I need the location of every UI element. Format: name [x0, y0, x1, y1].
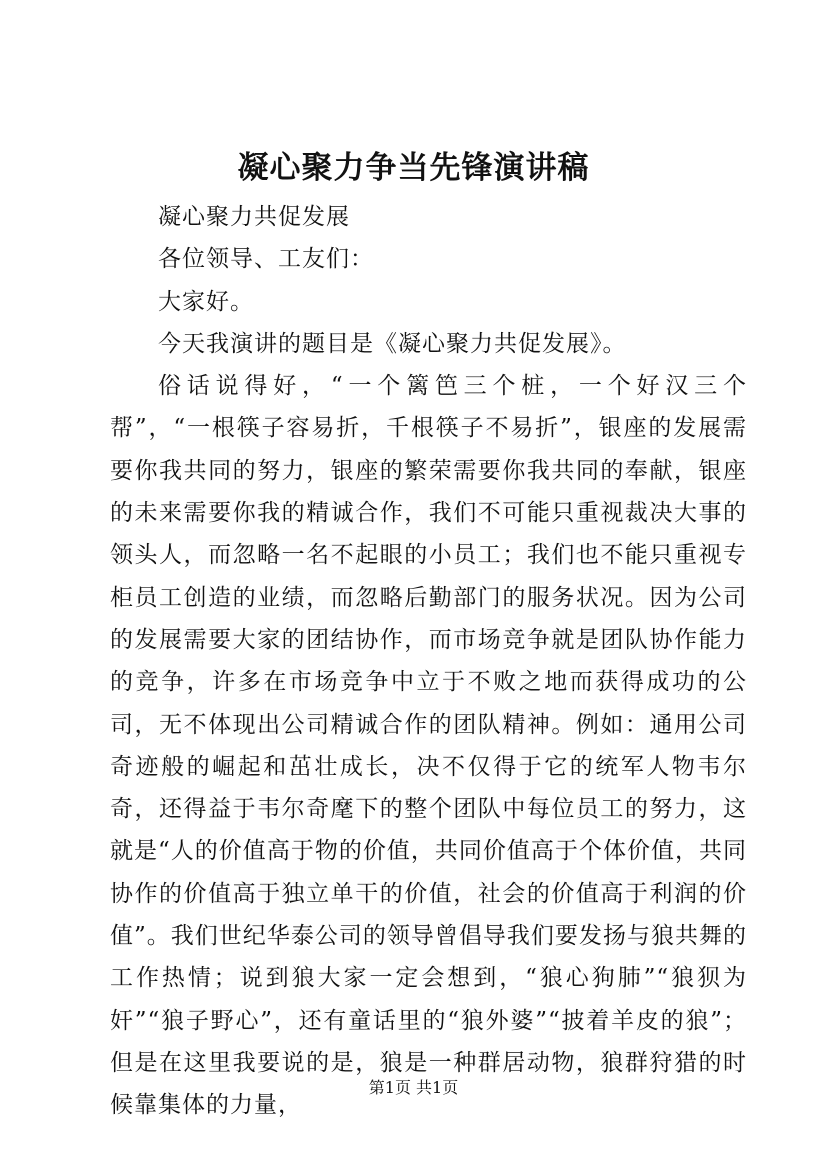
paragraph-greeting: 大家好。 — [158, 288, 254, 315]
paragraph-main-text: 俗话说得好，“一个篱笆三个桩，一个好汉三个帮”，“一根筷子容易折，千根筷子不易折”，银座的发展需要你我共同的努力，银座的繁荣需要你我共同的奉献，银座的未来需要你我的精诚合作，我们不可能只重视裁决大事的领头人，而忽略一名不起眼的小员工；我们也不能只重视专柜员工创造的业绩，而忽略后勤部门的服务状况。因为公司的发展需要大家的团结协作，而市场竞争就是团队协作能力的竞争，许多在市场竞争中立于不败之地而获得成功的公司，无不体现出公司精诚合作的团队精神。例如：通用公司奇迹般的崛起和茁壮成长，决不仅得于它的统军人物韦尔奇，还得益于韦尔奇麾下的整个团队中每位员工的努力，这就是“人的价值高于物的价值，共同价值高于个体价值，共同协作的价值高于独立单干的价值，社会的价值高于利润的价值”。我们世纪华泰公司的领导曾倡导我们要发扬与狼共舞的工作热情；说到狼大家一定会想到，“狼心狗肺”“狼狈为奸”“狼子野心”，还有童话里的“狼外婆”“披着羊皮的狼”；但是在这里我要说的是，狼是一种群居动物，狼群狩猎的时候靠集体的力量， — [110, 373, 747, 1119]
document-body — [110, 196, 747, 1127]
page-title: 凝心聚力争当先锋演讲稿 — [237, 150, 590, 186]
paragraph-subtitle: 凝心聚力共促发展 — [158, 204, 350, 230]
paragraph-topic: 今天我演讲的题目是《凝心聚力共促发展》。 — [158, 330, 627, 357]
paragraph-salutation: 各位领导、工友们： — [158, 246, 374, 273]
page-number-footer: 第1页 共1页 — [368, 1078, 459, 1097]
